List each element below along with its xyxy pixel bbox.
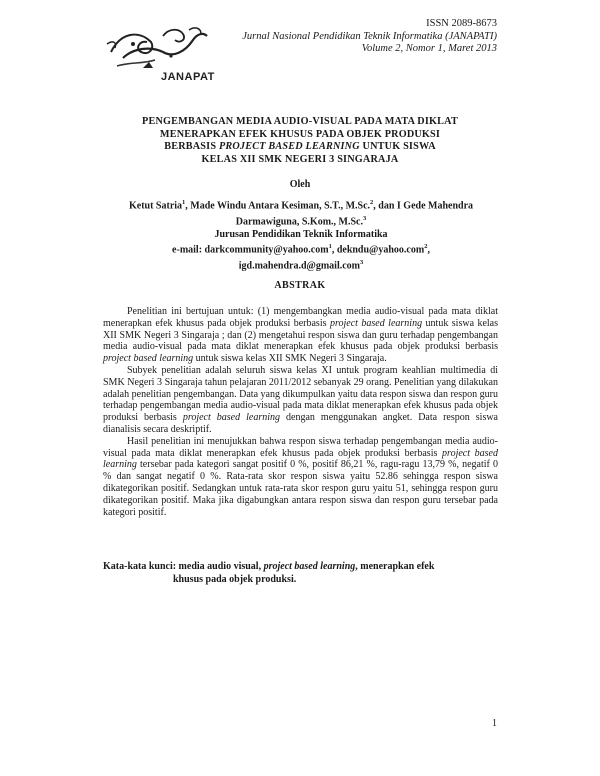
author-line-1 <box>102 197 500 213</box>
abstract-body <box>103 306 498 518</box>
logo-wordmark: JANAPATI <box>161 71 215 83</box>
paper-title <box>100 116 500 166</box>
p3-text-c: tersebar pada kategori sangat positif 0 %, positif 86,21 %, ragu-ragu 13,79 %, negatif 0 % dan sangat negatif 0 %. Rata-rata skor respon siswa yaitu 52.86 sehingga respon siswa dikategorikan positif. Sedangkan untuk rata-rata skor respon guru yaitu 51, sehingga respon guru dikategorikan positif. Maka jika digabungkan antara respon siswa dan respon guru tersebar pada kategori positif. <box>103 459 498 518</box>
abstract-paragraph-2 <box>103 365 498 436</box>
journal-volume: Volume 2, Nomor 1, Maret 2013 <box>361 43 497 54</box>
title-line-3 <box>100 141 500 154</box>
email-sep: , <box>427 244 430 256</box>
p1-italic-2: project based learning <box>103 353 194 365</box>
p2-text-a: Subyek penelitian adalah seluruh siswa kelas XI untuk program keahlian multimedia di SMK Negeri 3 Singaraja tahun pelajaran 2011/2012 sebanyak 29 orang. Penelitian yang dilakukan adalah penelitian pengembangan. Data yang dikumpulkan yaitu data respon siswa dan respon guru terhadap pengembangan media audio-visual pada mata diklat menerapkan efek khusus pada objek produksi berbasis <box>103 364 498 424</box>
email-2-sup: 2 <box>424 243 428 251</box>
by-label: Oleh <box>289 179 311 190</box>
abstract-heading: ABSTRAK <box>274 280 326 291</box>
janapati-logo-graphic <box>103 22 215 84</box>
author-1: Ketut Satria <box>128 200 183 212</box>
keywords-label: Kata-kata kunci: media audio visual, <box>103 561 264 572</box>
author-1-sup: 1 <box>182 199 186 206</box>
keywords-rest: , menerapkan efek <box>355 561 435 572</box>
title-line-2: MENERAPKAN EFEK KHUSUS PADA OBJEK PRODUKSI <box>159 128 441 140</box>
author-3-last: Darmawiguna, S.Kom., M.Sc. <box>235 216 363 228</box>
author-3-sup: 3 <box>362 214 367 222</box>
p2-italic: project based learning <box>182 412 281 424</box>
keywords-italic: project based learning <box>263 561 356 572</box>
email-2: , dekndu@yahoo.com <box>331 244 425 256</box>
keywords-line-2: khusus pada objek produksi. <box>173 573 297 585</box>
page-number: 1 <box>492 718 497 729</box>
author-3-first: , dan I Gede Mahendra <box>373 200 474 212</box>
email-line-1 <box>102 241 500 257</box>
department: Jurusan Pendidikan Teknik Informatika <box>214 228 388 240</box>
p3-text-a: Hasil penelitian ini menujukkan bahwa respon siswa terhadap pengembangan media audio-visual pada mata diklat menerapkan efek khusus pada objek produksi berbasis <box>103 435 498 459</box>
email-3-sup: 3 <box>360 259 364 267</box>
p1-text-e: untuk siswa kelas XII SMK Negeri 3 Singaraja. <box>193 353 387 365</box>
author-block <box>102 197 500 273</box>
author-2-sup: 2 <box>370 199 374 206</box>
author-line-2 <box>102 213 500 229</box>
journal-name: Jurnal Nasional Pendidikan Teknik Informatika (JANAPATI) <box>242 30 497 42</box>
keywords-line-1 <box>103 561 498 574</box>
p2-text-c: dengan menggunakan angket. Data respon siswa dianalisis secara deskriptif. <box>103 412 498 435</box>
title-line-3-italic: PROJECT BASED LEARNING <box>218 141 360 153</box>
title-line-1: PENGEMBANGAN MEDIA AUDIO-VISUAL PADA MATA DIKLAT <box>142 116 458 127</box>
email-1-sup: 1 <box>328 243 332 251</box>
journal-header <box>242 18 497 56</box>
title-line-3-pre: BERBASIS <box>164 141 219 153</box>
title-line-4: KELAS XII SMK NEGERI 3 SINGARAJA <box>201 153 399 165</box>
email-line-2 <box>102 257 500 273</box>
abstract-paragraph-3 <box>103 436 498 519</box>
email-3: igd.mahendra.d@gmail.com <box>238 260 360 272</box>
email-1: e-mail: darkcommunity@yahoo.com <box>172 244 329 256</box>
p3-italic: project based learning <box>103 447 498 471</box>
p1-italic-1: project based learning <box>329 317 423 329</box>
issn: ISSN 2089-8673 <box>426 18 497 29</box>
p1-text-c: untuk siswa kelas XII SMK Negeri 3 Singaraja ; dan (2) mengetahui respon siswa dan guru terhadap pengembangan media audio-visual pada mata diklat menerapkan efek khusus pada objek produksi berbasis <box>103 317 499 353</box>
journal-logo <box>103 22 215 84</box>
p1-text-a: Penelitian ini bertujuan untuk: (1) mengembangkan media audio-visual pada mata diklat menerapkan efek khusus pada objek produksi berbasis <box>103 306 498 329</box>
title-line-3-post: UNTUK SISWA <box>359 141 436 153</box>
author-2: , Made Windu Antara Kesiman, S.T., M.Sc. <box>185 200 371 212</box>
keywords <box>103 561 498 586</box>
abstract-paragraph-1 <box>103 306 498 365</box>
